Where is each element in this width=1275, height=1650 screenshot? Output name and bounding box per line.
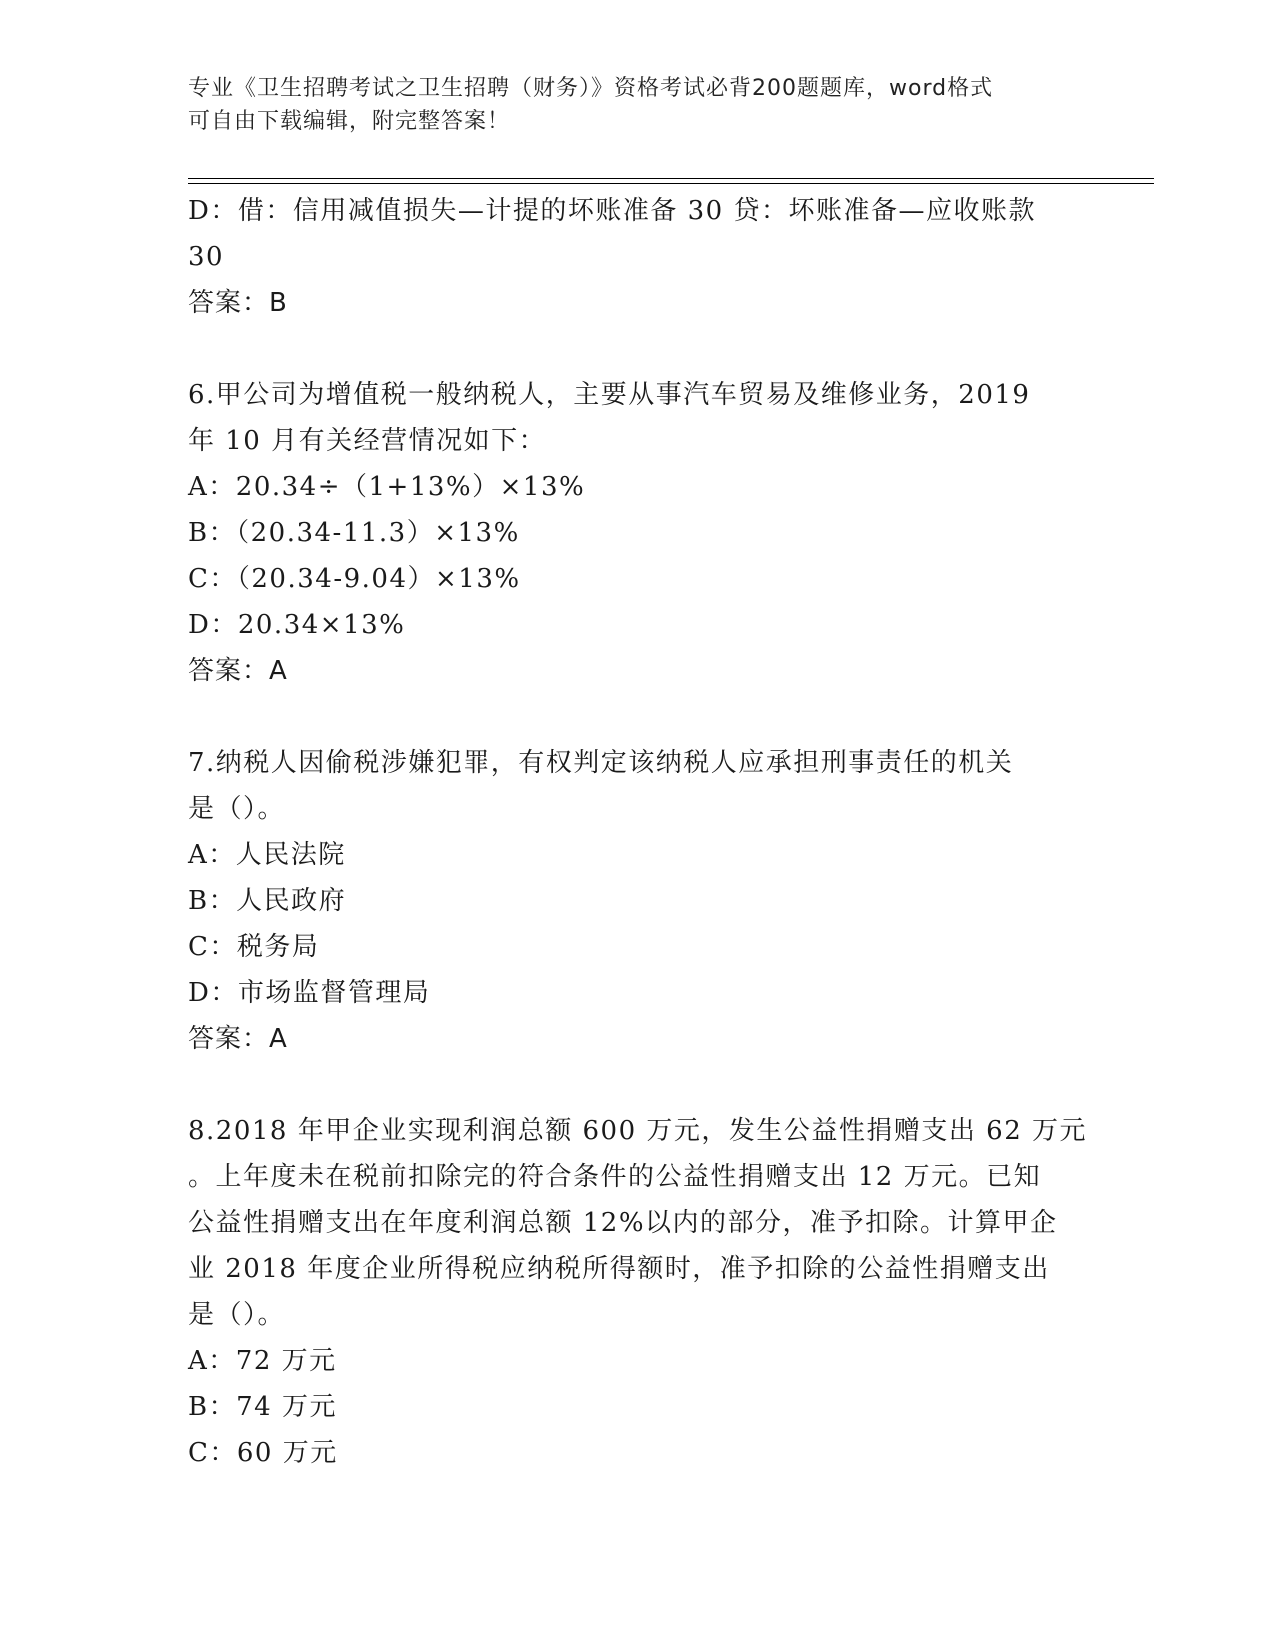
q8-stem-line-1: 8.2018 年甲企业实现利润总额 600 万元，发生公益性捐赠支出 62 万元 [188,1116,1088,1146]
q5-option-d-line-2: 30 [188,242,225,272]
question-5-tail [188,188,1088,326]
header-rule-bottom [188,183,1154,184]
q8-option-a: A：72 万元 [188,1346,337,1376]
q7-stem-line-1: 7.纳税人因偷税涉嫌犯罪，有权判定该纳税人应承担刑事责任的机关 [188,748,1014,778]
q6-stem-line-1: 6.甲公司为增值税一般纳税人，主要从事汽车贸易及维修业务，2019 [188,380,1031,410]
q7-option-a: A：人民法院 [188,840,346,870]
header-title-line-1: 专业《卫生招聘考试之卫生招聘（财务）》资格考试必背200题题库，word格式 [188,76,994,101]
spacer [188,694,1088,740]
q7-stem-line-2: 是（）。 [188,794,286,824]
q7-option-b: B：人民政府 [188,886,347,916]
document-body [188,188,1088,1476]
q8-option-c: C：60 万元 [188,1438,338,1468]
header-rule-top [188,178,1154,179]
document-header [188,72,1088,138]
q5-answer: 答案：B [188,288,288,318]
q6-option-c: C：（20.34-9.04）×13% [188,564,521,594]
q7-answer: 答案：A [188,1024,288,1054]
q8-option-b: B：74 万元 [188,1392,337,1422]
q6-stem-line-2: 年 10 月有关经营情况如下： [188,426,547,456]
q6-answer: 答案：A [188,656,288,686]
q8-stem-line-5: 是（）。 [188,1300,286,1330]
spacer [188,326,1088,372]
q8-stem-line-4: 业 2018 年度企业所得税应纳税所得额时，准予扣除的公益性捐赠支出 [188,1254,1050,1284]
q7-option-d: D：市场监督管理局 [188,978,431,1008]
q7-option-c: C：税务局 [188,932,320,962]
q8-stem-line-3: 公益性捐赠支出在年度利润总额 12%以内的部分，准予扣除。计算甲企 [188,1208,1058,1238]
q6-option-b: B：（20.34-11.3）×13% [188,518,520,548]
q5-option-d-line-1: D：借：信用减值损失—计提的坏账准备 30 贷：坏账准备—应收账款 [188,196,1036,226]
question-6 [188,372,1088,694]
header-title-line-2: 可自由下载编辑，附完整答案！ [188,109,511,134]
q8-stem-line-2: 。上年度未在税前扣除完的符合条件的公益性捐赠支出 12 万元。已知 [188,1162,1042,1192]
question-8 [188,1108,1088,1476]
q6-option-d: D：20.34×13% [188,610,406,640]
spacer [188,1062,1088,1108]
question-7 [188,740,1088,1062]
q6-option-a: A：20.34÷（1+13%）×13% [188,472,586,502]
